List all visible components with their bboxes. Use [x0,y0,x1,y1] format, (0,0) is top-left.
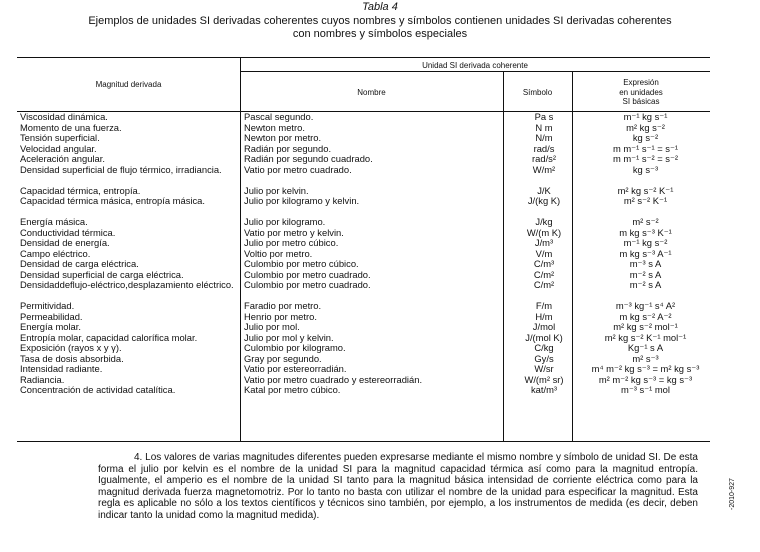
nombre-cell [240,280,507,301]
table-row [17,196,710,217]
simbolo-cell-text: rad/s² [532,154,556,164]
simbolo-cell [507,259,581,270]
magnitud-cell [17,228,240,239]
simbolo-cell [507,312,581,323]
nombre-cell [240,375,507,386]
expresion-cell [581,301,710,312]
magnitud-cell [17,133,240,144]
simbolo-cell-text: Pa s [534,112,554,122]
expresion-cell-text: m² kg s⁻² mol⁻¹ [613,322,678,332]
nombre-cell [240,228,507,239]
units-table [17,112,710,396]
magnitud-cell-text: Densidad superficial de carga eléctrica. [20,269,184,280]
nombre-cell [240,217,507,228]
table-row [17,154,710,165]
magnitud-cell-text: Velocidad angular. [20,143,97,154]
nombre-cell [240,385,507,396]
header-nombre: Nombre [357,88,386,97]
table-row [17,312,710,323]
side-code: -2010-927 [729,478,736,510]
expresion-cell [581,312,710,323]
magnitud-cell-text: Energía molar. [20,322,81,332]
magnitud-cell-text: Radiancia. [20,374,65,385]
magnitud-cell [17,154,240,165]
simbolo-cell [507,385,581,396]
expresion-cell [581,280,710,301]
nombre-cell-text: Culombio por kilogramo. [244,343,346,353]
magnitud-cell-text: Energía másica. [20,217,88,227]
nombre-cell-text: Radián por segundo cuadrado. [244,154,373,164]
table-row [17,123,710,134]
note-paragraph-text: 4. Los valores de varias magnitudes diferentes pueden expresarse mediante el mismo nombre y símbolo de unidad SI. De esta forma el julio por kelvin es el nombre de la unidad SI para la magnitud capacidad térmica así como para la magnitud entropía. Igualmente, el amperio es el nombre de la unidad SI tanto para la magnitud básica intensidad de corriente eléctrica como para la magnitud derivada fuerza magnetomotriz. Por lo tanto no basta con utilizar el nombre de la unidad para especificar la magnitud. Esta regla es aplicable no sólo a los textos científicos y técnicos sino también, por ejemplo, a los instrumentos de medida (es decir, deben indicar tanto la unidad como la magnitud medida). [98,452,698,521]
magnitud-cell [17,375,240,386]
magnitud-cell [17,343,240,354]
simbolo-cell-text: J/(mol K) [525,332,563,343]
simbolo-cell [507,354,581,365]
magnitud-cell [17,322,240,333]
expresion-cell [581,354,710,365]
magnitud-cell [17,301,240,312]
nombre-cell [240,133,507,144]
nombre-cell-text: Newton por metro. [244,133,322,143]
expresion-cell-text: m² s⁻³ [632,353,659,364]
magnitud-cell-text: Densidaddeflujo-eléctrico,desplazamiento eléctrico. [20,280,234,290]
nombre-cell [240,364,507,375]
nombre-cell-text: Gray por segundo. [244,353,322,364]
magnitud-cell-text: Entropía molar, capacidad calorífica molar. [20,332,198,343]
simbolo-cell [507,375,581,386]
header-sub-rule [240,71,710,72]
simbolo-cell [507,333,581,344]
magnitud-cell-text: Permeabilidad. [20,311,83,322]
table-row [17,259,710,270]
magnitud-cell [17,217,240,228]
note-paragraph [98,452,698,521]
nombre-cell-text: Voltio por metro. [244,248,313,259]
magnitud-cell-text: Momento de una fuerza. [20,122,122,133]
table-row [17,354,710,365]
table-row [17,270,710,281]
magnitud-cell [17,385,240,396]
magnitud-cell-text: Densidad superficial de flujo térmico, irradiancia. [20,164,222,175]
expresion-cell-text: m⁴ m⁻² kg s⁻³ = m² kg s⁻³ [591,364,700,374]
expresion-cell-text: m² kg s⁻² K⁻¹ mol⁻¹ [604,332,687,343]
magnitud-cell-text: Capacidad térmica, entropía. [20,185,141,196]
simbolo-cell [507,144,581,155]
table-bottom-rule [17,441,710,442]
magnitud-cell [17,249,240,260]
magnitud-cell-text: Densidad de energía. [20,238,110,248]
nombre-cell [240,301,507,312]
magnitud-cell [17,333,240,344]
nombre-cell-text: Vatio por metro y kelvin. [244,227,344,238]
simbolo-cell-text: H/m [535,311,553,322]
magnitud-cell [17,238,240,249]
table-top-rule [17,57,710,58]
nombre-cell-text: Julio por kilogramo. [244,217,326,227]
nombre-cell [240,123,507,134]
expresion-cell [581,144,710,155]
nombre-cell-text: Pascal segundo. [244,112,314,122]
magnitud-cell [17,112,240,123]
simbolo-cell-text: kat/m³ [530,385,558,395]
expresion-cell-text: m m⁻¹ s⁻² = s⁻² [612,154,679,164]
simbolo-cell [507,133,581,144]
nombre-cell [240,259,507,270]
magnitud-cell-text: Tasa de dosis absorbida. [20,353,124,364]
header-expresion-line-3: SI básicas [622,97,660,106]
magnitud-cell [17,259,240,270]
expresion-cell [581,112,710,123]
simbolo-cell [507,301,581,312]
simbolo-cell [507,165,581,186]
expresion-cell [581,333,710,344]
header-expresion-line-2: en unidades [619,87,663,97]
expresion-cell [581,165,710,186]
table-row [17,375,710,386]
expresion-cell [581,343,710,354]
header-magnitud: Magnitud derivada [95,80,162,89]
table-title: Ejemplos de unidades SI derivadas coherentes cuyos nombres y símbolos contienen unidades SI derivadas coherentes con nombres y símbolos especiales [88,15,672,40]
table-caption: Tabla 4 [362,1,398,13]
expresion-cell-text: m⁻³ s⁻¹ mol [621,385,670,395]
simbolo-cell-text: J/mol [532,322,556,332]
expresion-cell-text: m⁻¹ kg s⁻¹ [623,112,668,122]
nombre-cell-text: Julio por mol. [244,322,300,332]
expresion-cell [581,217,710,228]
expresion-cell [581,385,710,396]
nombre-cell [240,165,507,186]
magnitud-cell-text: Exposición (rayos x y γ). [20,343,122,353]
nombre-cell [240,249,507,260]
simbolo-cell [507,217,581,228]
simbolo-cell-text: W/sr [534,364,554,374]
nombre-cell-text: Newton metro. [244,122,305,133]
nombre-cell [240,238,507,249]
table-row [17,301,710,312]
simbolo-cell-text: C/m³ [533,259,555,269]
header-expresion [572,78,710,107]
simbolo-cell-text: J/K [537,185,551,196]
expresion-cell-text: m kg s⁻³ K⁻¹ [619,227,672,238]
nombre-cell [240,270,507,281]
nombre-cell-text: Julio por kilogramo y kelvin. [244,196,360,206]
expresion-cell-text: Kg⁻¹ s A [627,343,664,353]
nombre-cell [240,333,507,344]
simbolo-cell-text: V/m [535,248,553,259]
magnitud-cell [17,144,240,155]
magnitud-cell [17,196,240,217]
expresion-cell [581,123,710,134]
header-unidad: Unidad SI derivada coherente [422,61,528,70]
nombre-cell-text: Vatio por estereorradián. [244,364,347,374]
expresion-cell-text: m kg s⁻² A⁻² [619,311,672,322]
expresion-cell [581,228,710,239]
magnitud-cell [17,165,240,186]
simbolo-cell [507,228,581,239]
simbolo-cell [507,270,581,281]
expresion-cell [581,238,710,249]
nombre-cell-text: Faradio por metro. [244,301,322,311]
expresion-cell-text: m⁻³ kg⁻¹ s⁴ A² [615,301,676,311]
expresion-cell-text: m kg s⁻³ A⁻¹ [619,248,672,259]
expresion-cell [581,154,710,165]
magnitud-cell-text: Aceleración angular. [20,154,105,164]
magnitud-cell-text: Viscosidad dinámica. [20,112,108,122]
expresion-cell [581,249,710,260]
simbolo-cell [507,280,581,301]
nombre-cell [240,354,507,365]
nombre-cell-text: Julio por mol y kelvin. [244,332,334,343]
simbolo-cell-text: N/m [535,133,553,143]
nombre-cell [240,343,507,354]
simbolo-cell [507,186,581,197]
expresion-cell [581,133,710,144]
magnitud-cell-text: Tensión superficial. [20,133,100,143]
table-row [17,364,710,375]
nombre-cell-text: Culombio por metro cuadrado. [244,280,371,290]
table-row [17,322,710,333]
nombre-cell [240,196,507,217]
expresion-cell-text: m² kg s⁻² K⁻¹ [617,185,674,196]
simbolo-cell-text: J/(kg K) [527,196,561,206]
header-expresion-line-1: Expresión [623,78,659,87]
expresion-cell-text: m² kg s⁻² [626,122,665,133]
nombre-cell-text: Culombio por metro cúbico. [244,259,359,269]
nombre-cell [240,144,507,155]
nombre-cell-text: Henrio por metro. [244,311,317,322]
nombre-cell [240,154,507,165]
table-row [17,165,710,186]
simbolo-cell-text: W/(m² sr) [524,374,564,385]
table-row [17,217,710,228]
magnitud-cell-text: Capacidad térmica másica, entropía másica. [20,196,205,206]
simbolo-cell-text: Gy/s [534,353,554,364]
nombre-cell-text: Julio por metro cúbico. [244,238,339,248]
simbolo-cell-text: J/m³ [534,238,554,248]
expresion-cell-text: m² m⁻² kg s⁻³ = kg s⁻³ [598,374,693,385]
magnitud-cell-text: Intensidad radiante. [20,364,103,374]
table-row [17,333,710,344]
magnitud-cell [17,364,240,375]
table-row [17,280,710,301]
magnitud-cell [17,312,240,323]
table-row [17,343,710,354]
simbolo-cell-text: C/m² [533,280,555,290]
magnitud-cell-text: Conductividad térmica. [20,227,116,238]
expresion-cell-text: m⁻¹ kg s⁻² [623,238,668,248]
simbolo-cell-text: W/(m K) [526,227,562,238]
simbolo-cell [507,112,581,123]
table-row [17,133,710,144]
magnitud-cell [17,270,240,281]
nombre-cell-text: Culombio por metro cuadrado. [244,269,371,280]
simbolo-cell [507,249,581,260]
nombre-cell-text: Katal por metro cúbico. [244,385,341,395]
expresion-cell [581,364,710,375]
table-row [17,144,710,155]
nombre-cell [240,112,507,123]
magnitud-cell-text: Campo eléctrico. [20,248,91,259]
table-row [17,186,710,197]
simbolo-cell-text: J/kg [535,217,553,227]
expresion-cell [581,186,710,197]
simbolo-cell-text: F/m [535,301,553,311]
expresion-cell-text: m⁻² s A [629,269,662,280]
simbolo-cell [507,196,581,217]
simbolo-cell [507,322,581,333]
expresion-cell-text: kg s⁻² [632,133,659,143]
simbolo-cell-text: C/kg [534,343,554,353]
simbolo-cell-text: rad/s [533,143,555,154]
table-row [17,249,710,260]
magnitud-cell [17,186,240,197]
nombre-cell [240,312,507,323]
nombre-cell [240,322,507,333]
expresion-cell [581,375,710,386]
magnitud-cell-text: Densidad de carga eléctrica. [20,259,139,269]
nombre-cell-text: Vatio por metro cuadrado. [244,164,352,175]
expresion-cell-text: m m⁻¹ s⁻¹ = s⁻¹ [612,143,679,154]
nombre-cell-text: Radián por segundo. [244,143,332,154]
simbolo-cell [507,238,581,249]
expresion-cell [581,270,710,281]
simbolo-cell [507,364,581,375]
nombre-cell-text: Vatio por metro cuadrado y estereorradián. [244,374,423,385]
simbolo-cell-text: W/m² [532,164,556,175]
magnitud-cell [17,280,240,301]
magnitud-cell [17,354,240,365]
magnitud-cell [17,123,240,134]
simbolo-cell [507,343,581,354]
table-row [17,238,710,249]
table-row [17,112,710,123]
expresion-cell [581,196,710,217]
expresion-cell-text: m⁻³ s A [629,259,662,269]
table-row [17,228,710,239]
nombre-cell [240,186,507,197]
nombre-cell-text: Julio por kelvin. [244,185,309,196]
header-simbolo: Símbolo [522,88,553,97]
magnitud-cell-text: Concentración de actividad catalítica. [20,385,176,395]
expresion-cell [581,259,710,270]
magnitud-cell-text: Permitividad. [20,301,75,311]
expresion-cell-text: m⁻² s A [629,280,662,290]
table-row [17,385,710,396]
expresion-cell-text: m² s⁻² [632,217,659,227]
expresion-cell-text: m² s⁻² K⁻¹ [623,196,668,206]
expresion-cell-text: kg s⁻³ [632,164,659,175]
simbolo-cell-text: N m [535,122,553,133]
simbolo-cell [507,123,581,134]
simbolo-cell-text: C/m² [533,269,555,280]
expresion-cell [581,322,710,333]
simbolo-cell [507,154,581,165]
